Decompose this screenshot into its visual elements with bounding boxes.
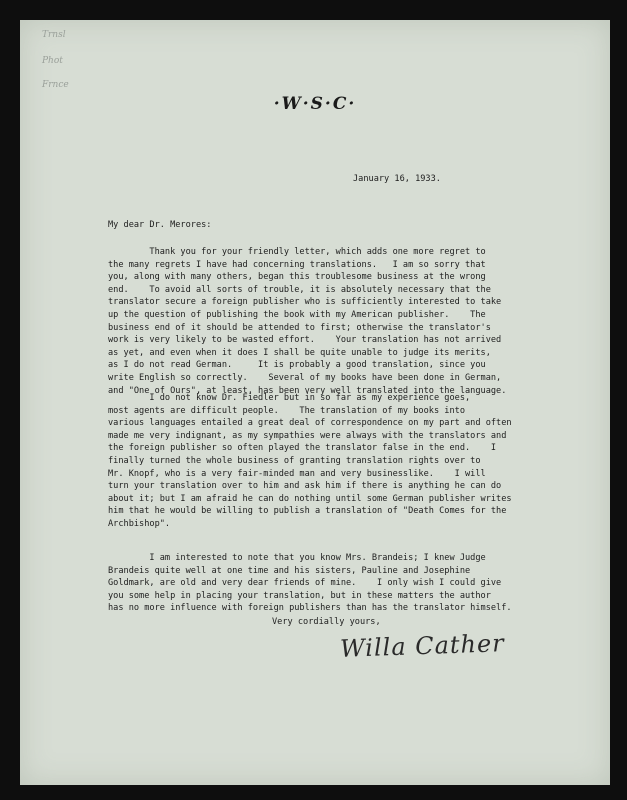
paragraph-2 (108, 392, 608, 531)
text-line: you some help in placing your translation, but in these matters the author (108, 590, 491, 601)
paragraph-3 (108, 552, 608, 615)
text-line: I do not know Dr. Fiedler but in so far as my experience goes, (108, 393, 471, 403)
text-line: various languages entailed a great deal of correspondence on my part and often (108, 418, 512, 429)
text-line: translator secure a foreign publisher who is sufficiently interested to take (108, 297, 502, 308)
paragraph-1 (108, 246, 608, 397)
text-line: I am interested to note that you know Mrs. Brandeis; I knew Judge (108, 553, 486, 563)
text-line: Goldmark, are old and very dear friends of mine. I only wish I could give (108, 578, 502, 589)
margin-note: Phot (42, 56, 63, 66)
closing: Very cordially yours, (272, 617, 381, 627)
text-line: most agents are difficult people. The translation of my books into (108, 405, 465, 416)
text-line: made me very indignant, as my sympathies were always with the translators and (108, 430, 507, 441)
text-line: Thank you for your friendly letter, which adds one more regret to (108, 247, 486, 257)
text-line: the many regrets I have had concerning translations. I am so sorry that (108, 259, 486, 270)
text-line: has no more influence with foreign publishers than has the translator himself. (108, 603, 512, 614)
text-line: end. To avoid all sorts of trouble, it is absolutely necessary that the (108, 284, 491, 295)
text-line: write English so correctly. Several of my books have been done in German, (108, 372, 502, 383)
letter-page (20, 20, 610, 785)
text-line: as yet, and even when it does I shall be quite unable to judge its merits, (108, 347, 491, 358)
text-line: Brandeis quite well at one time and his sisters, Pauline and Josephine (108, 565, 471, 576)
text-line: and "One of Ours", at least, has been very well translated into the language. (108, 385, 507, 396)
text-line: Archbishop". (108, 518, 171, 529)
text-line: him that he would be willing to publish a translation of "Death Comes for the (108, 506, 507, 517)
text-line: as I do not read German. It is probably a good translation, since you (108, 360, 486, 371)
margin-note: Trnsl (42, 30, 66, 40)
text-line: Mr. Knopf, who is a very fair-minded man and very businesslike. I will (108, 468, 486, 479)
text-line: you, along with many others, began this troublesome business at the wrong (108, 272, 486, 283)
text-line: turn your translation over to him and ask him if there is anything he can do (108, 481, 502, 492)
text-line: the foreign publisher so often played the translator false in the end. I (108, 443, 497, 454)
letter-date: January 16, 1933. (353, 174, 441, 184)
salutation: My dear Dr. Merores: (108, 220, 212, 230)
letterhead-monogram: ·W·S·C· (273, 94, 357, 114)
text-line: about it; but I am afraid he can do nothing until some German publisher writes (108, 493, 512, 504)
margin-note: Frnce (42, 80, 69, 90)
text-line: business end of it should be attended to first; otherwise the translator's (108, 322, 491, 333)
signature: Willa Cather (339, 629, 506, 663)
text-line: up the question of publishing the book with my American publisher. The (108, 309, 486, 320)
text-line: finally turned the whole business of granting translation rights over to (108, 455, 481, 466)
text-line: work is very likely to be wasted effort. Your translation has not arrived (108, 335, 502, 346)
